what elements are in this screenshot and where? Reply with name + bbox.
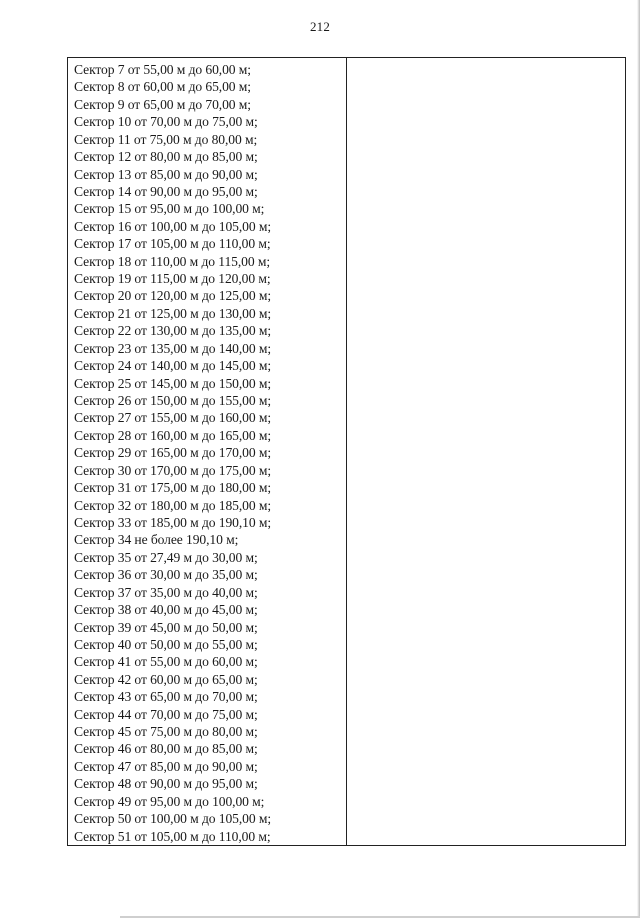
- sector-line: Сектор 14 от 90,00 м до 95,00 м;: [74, 183, 258, 199]
- sector-line: Сектор 8 от 60,00 м до 65,00 м;: [74, 79, 251, 95]
- sector-line: Сектор 31 от 175,00 м до 180,00 м;: [74, 480, 272, 496]
- sector-line: Сектор 50 от 100,00 м до 105,00 м;: [74, 811, 272, 827]
- sector-line: Сектор 13 от 85,00 м до 90,00 м;: [74, 166, 258, 182]
- sector-line: Сектор 23 от 135,00 м до 140,00 м;: [74, 340, 272, 356]
- sector-line: Сектор 39 от 45,00 м до 50,00 м;: [74, 619, 258, 635]
- sector-line: Сектор 32 от 180,00 м до 185,00 м;: [74, 497, 272, 513]
- sector-line: Сектор 37 от 35,00 м до 40,00 м;: [74, 584, 258, 600]
- sector-line: Сектор 27 от 155,00 м до 160,00 м;: [74, 410, 272, 426]
- sector-line: Сектор 7 от 55,00 м до 60,00 м;: [74, 62, 251, 77]
- sector-line: Сектор 35 от 27,49 м до 30,00 м;: [74, 549, 258, 565]
- sector-line: Сектор 17 от 105,00 м до 110,00 м;: [74, 236, 271, 252]
- sector-line: Сектор 34 не более 190,10 м;: [74, 532, 239, 548]
- sector-line: Сектор 26 от 150,00 м до 155,00 м;: [74, 393, 272, 409]
- sector-line: Сектор 11 от 75,00 м до 80,00 м;: [74, 131, 258, 147]
- sector-line: Сектор 15 от 95,00 м до 100,00 м;: [74, 201, 265, 217]
- sector-table: [67, 57, 626, 846]
- sector-line: Сектор 41 от 55,00 м до 60,00 м;: [74, 654, 258, 670]
- sector-line: Сектор 22 от 130,00 м до 135,00 м;: [74, 323, 272, 339]
- sector-line: Сектор 47 от 85,00 м до 90,00 м;: [74, 758, 258, 774]
- sector-line: Сектор 40 от 50,00 м до 55,00 м;: [74, 636, 258, 652]
- sector-line: Сектор 51 от 105,00 м до 110,00 м;: [74, 828, 271, 844]
- page-number: 212: [309, 19, 331, 34]
- sector-line: Сектор 42 от 60,00 м до 65,00 м;: [74, 671, 258, 687]
- sector-line: Сектор 10 от 70,00 м до 75,00 м;: [74, 114, 258, 130]
- sector-line: Сектор 24 от 140,00 м до 145,00 м;: [74, 358, 272, 374]
- empty-right-cell: [347, 58, 625, 845]
- sector-line: Сектор 25 от 145,00 м до 150,00 м;: [74, 375, 272, 391]
- sector-line: Сектор 16 от 100,00 м до 105,00 м;: [74, 218, 272, 234]
- sector-line: Сектор 33 от 185,00 м до 190,10 м;: [74, 514, 272, 530]
- sector-line: Сектор 28 от 160,00 м до 165,00 м;: [74, 427, 272, 443]
- sector-line: Сектор 12 от 80,00 м до 85,00 м;: [74, 149, 258, 165]
- sector-line: Сектор 29 от 165,00 м до 170,00 м;: [74, 445, 272, 461]
- sector-line: Сектор 20 от 120,00 м до 125,00 м;: [74, 288, 272, 304]
- sector-line: Сектор 43 от 65,00 м до 70,00 м;: [74, 689, 258, 705]
- sector-line: Сектор 46 от 80,00 м до 85,00 м;: [74, 741, 258, 757]
- sector-line: Сектор 36 от 30,00 м до 35,00 м;: [74, 567, 258, 583]
- sector-line: Сектор 38 от 40,00 м до 45,00 м;: [74, 602, 258, 618]
- sector-line: Сектор 9 от 65,00 м до 70,00 м;: [74, 96, 251, 112]
- sector-line: Сектор 48 от 90,00 м до 95,00 м;: [74, 776, 258, 792]
- sector-line: Сектор 19 от 115,00 м до 120,00 м;: [74, 271, 271, 287]
- sector-line: Сектор 45 от 75,00 м до 80,00 м;: [74, 724, 258, 740]
- sector-list-cell: [68, 58, 347, 845]
- sector-line: Сектор 49 от 95,00 м до 100,00 м;: [74, 793, 265, 809]
- sector-line: Сектор 30 от 170,00 м до 175,00 м;: [74, 462, 272, 478]
- sector-line: Сектор 44 от 70,00 м до 75,00 м;: [74, 706, 258, 722]
- sector-line: Сектор 18 от 110,00 м до 115,00 м;: [74, 253, 271, 269]
- sector-line: Сектор 21 от 125,00 м до 130,00 м;: [74, 305, 272, 321]
